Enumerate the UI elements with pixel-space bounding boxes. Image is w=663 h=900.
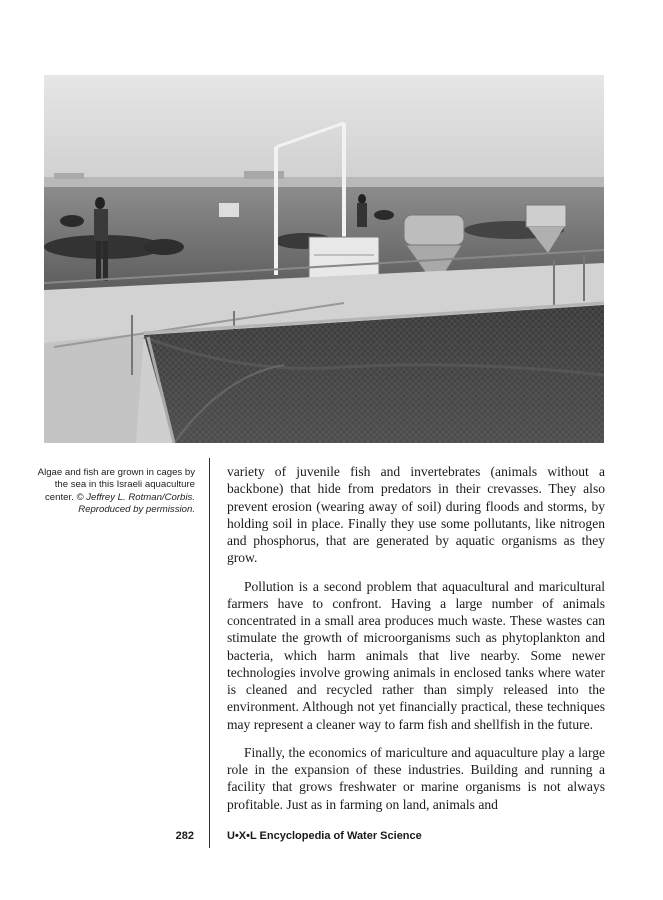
caption-credit: © Jeffrey L. Rotman/Corbis. Reproduced by permission. — [76, 491, 195, 516]
book-title: U•X•L Encyclopedia of Water Science — [227, 830, 422, 842]
aquaculture-photo — [44, 75, 604, 443]
footer-divider — [209, 826, 210, 848]
figure-caption — [30, 467, 195, 517]
article-body — [227, 463, 605, 824]
column-divider — [209, 458, 210, 848]
paragraph-1: variety of juvenile fish and invertebrates (animals without a backbone) that hide from predators in their crevasses. They also prevent erosion (wearing away of soil) during floods and storms, by holding soil in place. Finally they use some pollutants, like nitrogen and phosphorus, that are generated by aquatic organisms as they grow. — [227, 464, 605, 566]
caption-text: Algae and fish are grown in cages by the sea in this Israeli aquaculture center. — [37, 467, 195, 503]
page-number: 282 — [175, 830, 194, 842]
paragraph-3: Finally, the economics of mariculture and aquaculture play a large role in the expansion of these industries. Building and running a facility that grows freshwater or marine organisms is not always profitable. Just as in farming on land, animals and — [227, 744, 605, 812]
paragraph-2: Pollution is a second problem that aquacultural and maricultural farmers have to confront. Having a large number of animals concentrated in a small area produces much waste. These wastes can stimulate the growth of microorganisms such as phytoplankton and bacteria, which harm animals that live nearby. Some newer technologies involve growing animals in enclosed tanks where water is cleaned and recycled rather than simply released into the environment. Although not yet financially practical, these techniques may represent a cleaner way to farm fish and shellfish in the future. — [227, 578, 605, 732]
